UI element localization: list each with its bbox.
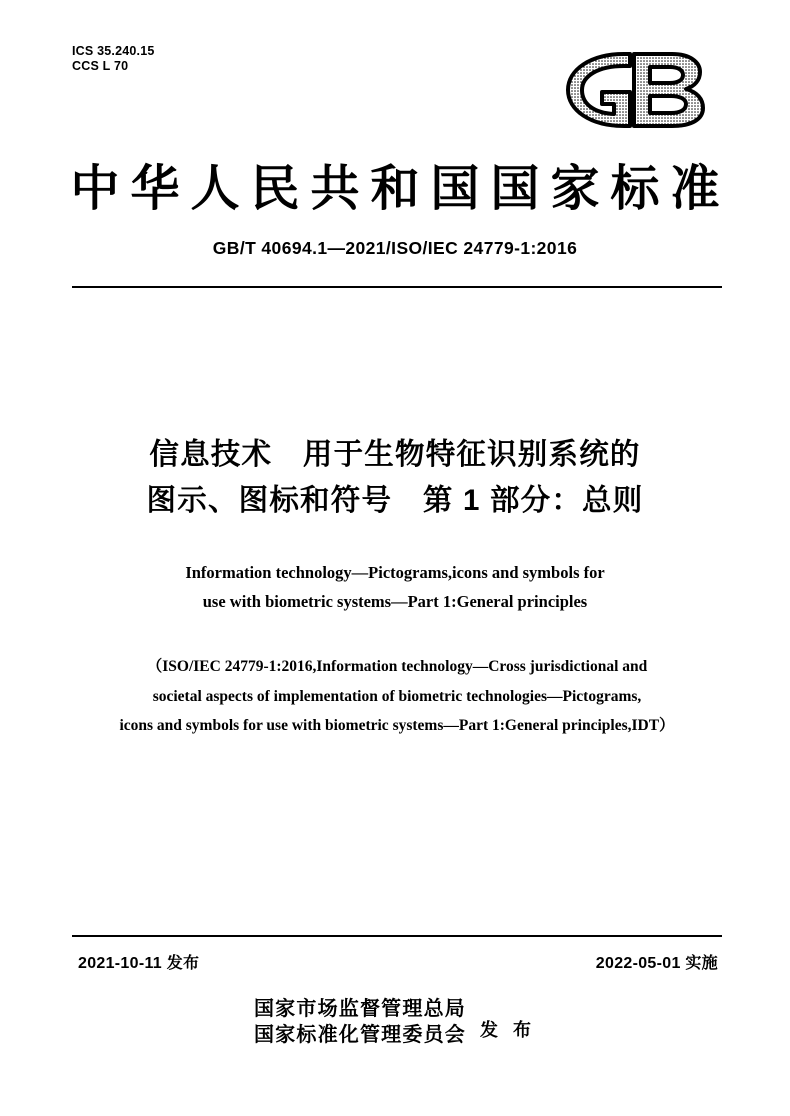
ics-code: ICS 35.240.15: [72, 44, 155, 58]
implementation-date: 2022-05-01 实施: [595, 955, 718, 972]
idt-line-1: （ISO/IEC 24779-1:2016,Information technology—Cross jurisdictional and: [146, 658, 648, 675]
publisher-line-2: 国家标准化管理委员会: [253, 1024, 466, 1046]
publisher-names: [254, 996, 466, 1048]
issue-date: 2021-10-11 发布: [78, 955, 200, 972]
title-english-line-2: use with biometric systems—Part 1:General principles: [202, 592, 588, 611]
title-idt-note: [96, 652, 698, 741]
page-title: 中华人民共和国国家标准: [70, 162, 731, 216]
title-chinese-line-1: 信息技术 用于生物特征识别系统的: [149, 438, 641, 471]
publisher-block: [0, 996, 790, 1048]
divider-bottom: [72, 935, 722, 937]
ccs-code: CCS L 70: [72, 59, 129, 73]
publisher-line-1: 国家市场监督管理总局: [253, 998, 466, 1020]
standard-number: GB/T 40694.1—2021/ISO/IEC 24779-1:2016: [212, 238, 578, 258]
title-english-line-1: Information technology—Pictograms,icons and symbols for: [185, 563, 605, 582]
ics-ccs-block: [72, 44, 155, 74]
divider-top: [72, 286, 722, 288]
title-chinese-line-2: 图示、图标和符号 第 1 部分：总则: [146, 484, 644, 517]
title-english: [0, 558, 790, 616]
idt-line-2: societal aspects of implementation of biometric technologies—Pictograms,: [152, 687, 642, 705]
gb-logo: [550, 48, 722, 132]
publish-word: 发 布: [479, 1020, 536, 1040]
idt-line-3: icons and symbols for use with biometric systems—Part 1:General principles,IDT）: [119, 717, 675, 734]
title-chinese: [0, 432, 790, 524]
